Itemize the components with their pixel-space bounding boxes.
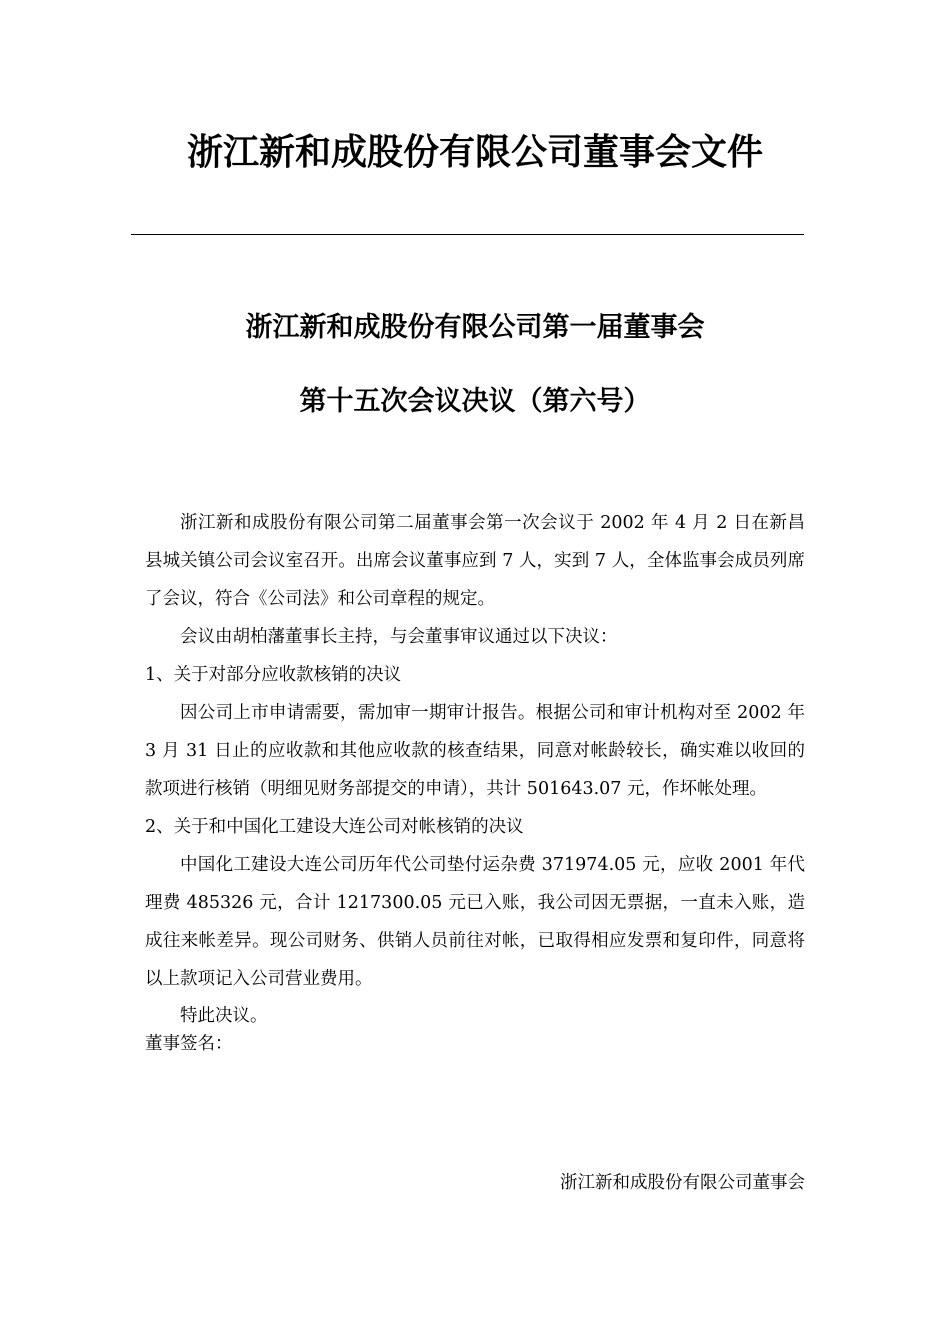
closing-statement: 特此决议。 [180,1006,268,1026]
document-body [145,504,805,1058]
chair-paragraph: 会议由胡柏藩董事长主持，与会董事审议通过以下决议： [180,627,618,647]
issuing-organization: 浙江新和成股份有限公司董事会 [560,1173,805,1193]
item-2-heading: 2、关于和中国化工建设大连公司对帐核销的决议 [145,817,524,837]
intro-paragraph: 浙江新和成股份有限公司第二届董事会第一次会议于 2002 年 4 月 2 日在新昌县城关镇公司会议室召开。出席会议董事应到 7 人，实到 7 人，全体监事会成员列席了会议，符合《公司法》和公司章程的规定。 [145,513,805,609]
letterhead-divider [131,234,804,235]
letterhead-title: 浙江新和成股份有限公司董事会文件 [186,131,763,173]
document-title-line-1: 浙江新和成股份有限公司第一届董事会 [245,312,705,343]
item-1-heading: 1、关于对部分应收款核销的决议 [145,665,402,685]
signature-label: 董事签名： [145,1034,233,1054]
item-2-text: 中国化工建设大连公司历年代公司垫付运杂费 371974.05 元，应收 2001 年代理费 485326 元，合计 1217300.05 元已入账，我公司因无票据，一直未入账，造成往来帐差异。现公司财务、供销人员前往对帐，已取得相应发票和复印件，同意将以上款项记入公司营业费用。 [145,855,805,989]
document-title-line-2: 第十五次会议决议（第六号） [299,386,651,417]
item-1-text: 因公司上市申请需要，需加审一期审计报告。根据公司和审计机构对至 2002 年 3 月 31 日止的应收款和其他应收款的核查结果，同意对帐龄较长，确实难以收回的款项进行核销（明细见财务部提交的申请），共计 501643.07 元，作坏帐处理。 [145,703,805,799]
